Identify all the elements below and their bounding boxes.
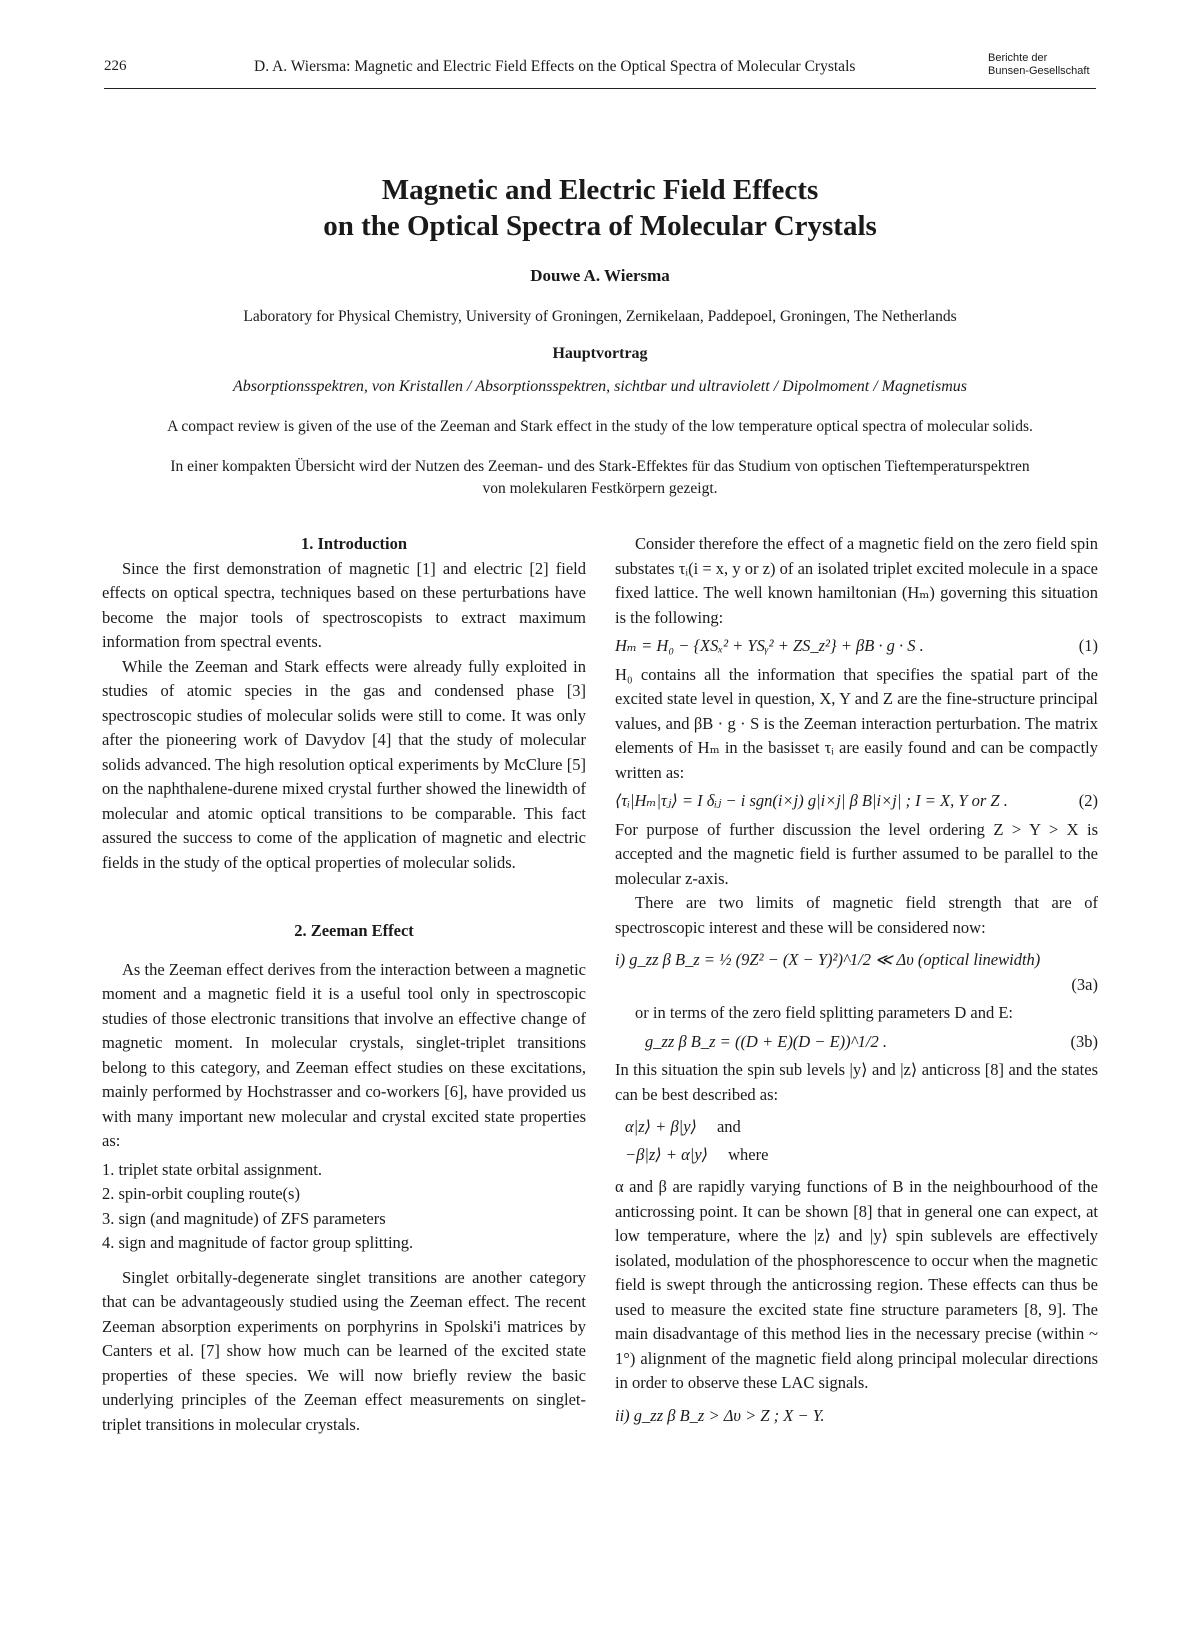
- state-1: α|z⟩ + β|y⟩: [625, 1117, 697, 1136]
- equation-1-body: Hₘ = H₀ − {XSₓ² + YSᵧ² + ZS_z²} + βB · g · S .: [615, 636, 924, 655]
- equation-1-number: (1): [1078, 636, 1098, 655]
- right-paragraph-4: There are two limits of magnetic field strength that are of spectroscopic interest and these will be considered now:: [615, 893, 1098, 937]
- title-line-2: on the Optical Spectra of Molecular Crystals: [323, 210, 877, 242]
- section-heading-zeeman: 2. Zeeman Effect: [294, 921, 414, 940]
- abstract-english: A compact review is given of the use of the Zeeman and Stark effect in the study of the low temperature optical spectra of molecular solids.: [167, 418, 1033, 435]
- zeeman-paragraph-1: As the Zeeman effect derives from the interaction between a magnetic moment and a magnetic field it is a useful tool only in spectroscopic studies of those electronic transitions that involve an effective change of magnetic moment. In molecular crystals, singlet-triplet transitions belong to this category, and Zeeman effect studies on these excitations, mainly performed by Hochstrasser and co-workers [6], have provided us with many important new molecular and crystal excited state properties as:: [102, 959, 586, 1150]
- list-item: 4. sign and magnitude of factor group splitting.: [102, 1233, 414, 1252]
- running-title: D. A. Wiersma: Magnetic and Electric Field Effects on the Optical Spectra of Molecular Crystals: [254, 58, 856, 75]
- list-item: 1. triplet state orbital assignment.: [102, 1159, 322, 1179]
- journal-name: [988, 52, 1090, 78]
- equation-3b-body: g_zz β B_z = ((D + E)(D − E))^1/2 .: [645, 1031, 887, 1051]
- state-1-word: and: [716, 1117, 741, 1136]
- equation-3a-number: (3a): [1071, 974, 1098, 994]
- equation-3b: [615, 1030, 1098, 1055]
- journal-line-2: Bunsen-Gesellschaft: [988, 65, 1090, 77]
- right-paragraph-6: In this situation the spin sub levels |y⟩ and |z⟩ anticross [8] and the states can be best described as:: [615, 1060, 1098, 1104]
- right-column: [615, 532, 1098, 1432]
- left-column: [102, 532, 586, 1437]
- right-paragraph-2: H₀ contains all the information that specifies the spatial part of the excited state level in question, X, Y and Z are the fine-structure principal values, and βB · g · S is the Zeeman interaction perturbation. The matrix elements of Hₘ in the basisset τᵢ are easily found and can be compactly written as:: [615, 664, 1098, 782]
- equation-4-body: ii) g_zz β B_z > Δυ > Z ; X − Y.: [615, 1405, 825, 1425]
- journal-line-1: Berichte der: [988, 52, 1048, 64]
- affiliation: Laboratory for Physical Chemistry, University of Groningen, Zernikelaan, Paddepoel, Groningen, The Netherlands: [243, 308, 957, 325]
- equation-2-number: (2): [1078, 791, 1098, 810]
- right-paragraph-7: α and β are rapidly varying functions of B in the neighbourhood of the anticrossing point. It can be shown [8] that in general one can expect, at low temperature, where the |z⟩ and |y⟩ spin sublevels are effectively isolated, modulation of the phosphorescence to occur when the magnetic field is swept through the anticrossing region. These effects can thus be used to measure the excited state fine structure parameters [8, 9]. The main disadvantage of this method lies in the necessary precise (within ~ 1°) alignment of the magnetic field along principal molecular directions in order to observe these LAC signals.: [615, 1177, 1098, 1392]
- list-item: 3. sign (and magnitude) of ZFS parameters: [102, 1208, 386, 1228]
- author: Douwe A. Wiersma: [530, 266, 670, 285]
- abstract-german: [100, 456, 1100, 500]
- article-title: [100, 172, 1100, 244]
- title-line-1: Magnetic and Electric Field Effects: [381, 174, 819, 206]
- header-rule: [104, 88, 1096, 89]
- right-paragraph-3: For purpose of further discussion the level ordering Z > Y > X is accepted and the magnetic field is further assumed to be parallel to the molecular z-axis.: [615, 819, 1098, 888]
- paper-type: Hauptvortrag: [552, 345, 648, 362]
- right-paragraph-5: or in terms of the zero field splitting parameters D and E:: [635, 1003, 1014, 1022]
- running-head: [104, 52, 1096, 92]
- intro-paragraph-2: While the Zeeman and Stark effects were already fully exploited in studies of atomic species in the gas and condensed phase [3] spectroscopic studies of molecular solids were still to come. It was only after the pioneering work of Davydov [4] that the study of molecular solids advanced. The high resolution optical experiments by McClure [5] on the naphthalene-durene mixed crystal further showed the linewidth of molecular and atomic optical transitions to be comparable. This fact assured the success to come of the application of magnetic and electric fields in the study of the optical properties of molecular solids.: [102, 656, 586, 872]
- state-2: −β|z⟩ + α|y⟩: [625, 1145, 709, 1164]
- right-paragraph-1: Consider therefore the effect of a magnetic field on the zero field spin substates τᵢ(i = x, y or z) of an isolated triplet excited molecule in a space fixed lattice. The well known hamiltonian (Hₘ) governing this situation is the following:: [615, 534, 1098, 627]
- equation-3a: [615, 948, 1098, 997]
- section-heading-introduction: 1. Introduction: [300, 534, 408, 553]
- keywords: Absorptionsspektren, von Kristallen / Absorptionsspektren, sichtbar und ultraviolett / Dipolmoment / Magnetismus: [232, 378, 968, 395]
- equation-3b-number: (3b): [1070, 1031, 1098, 1051]
- abstract-german-line-2: von molekularen Festkörpern gezeigt.: [482, 480, 718, 497]
- property-list: [102, 1158, 586, 1256]
- intro-paragraph-1: Since the first demonstration of magnetic [1] and electric [2] field effects on optical spectra, techniques based on these perturbations have become the major tools of spectroscopists to extract maximum information from spectral events.: [102, 558, 586, 651]
- equation-3a-body: i) g_zz β B_z = ½ (9Z² − (X − Y)²)^1/2 ≪ Δυ (optical linewidth): [615, 950, 1041, 969]
- equation-2-body: ⟨τᵢ|Hₘ|τⱼ⟩ = I δᵢⱼ − i sgn(i×j) g|i×j| β B|i×j| ; I = X, Y or Z .: [615, 791, 1008, 810]
- superposition-states: [625, 1113, 1098, 1169]
- zeeman-paragraph-2: Singlet orbitally-degenerate singlet transitions are another category that can be advantageously studied using the Zeeman effect. The recent Zeeman absorption experiments on porphyrins in Spolski'i matrices by Canters et al. [7] show how much can be learned of the excited state properties of these species. We will now briefly review the basic underlying principles of the Zeeman effect measurements on singlet-triplet transitions in molecular crystals.: [102, 1267, 586, 1434]
- equation-4: [615, 1404, 1098, 1429]
- equation-1: [615, 634, 1098, 659]
- page-number: 226: [104, 58, 127, 74]
- abstract-german-line-1: In einer kompakten Übersicht wird der Nutzen des Zeeman- und des Stark-Effektes für das Studium von optischen Tieftemperaturspektren: [170, 458, 1030, 475]
- list-item: 2. spin-orbit coupling route(s): [102, 1184, 300, 1203]
- equation-2: [615, 789, 1098, 814]
- state-2-word: where: [728, 1145, 769, 1164]
